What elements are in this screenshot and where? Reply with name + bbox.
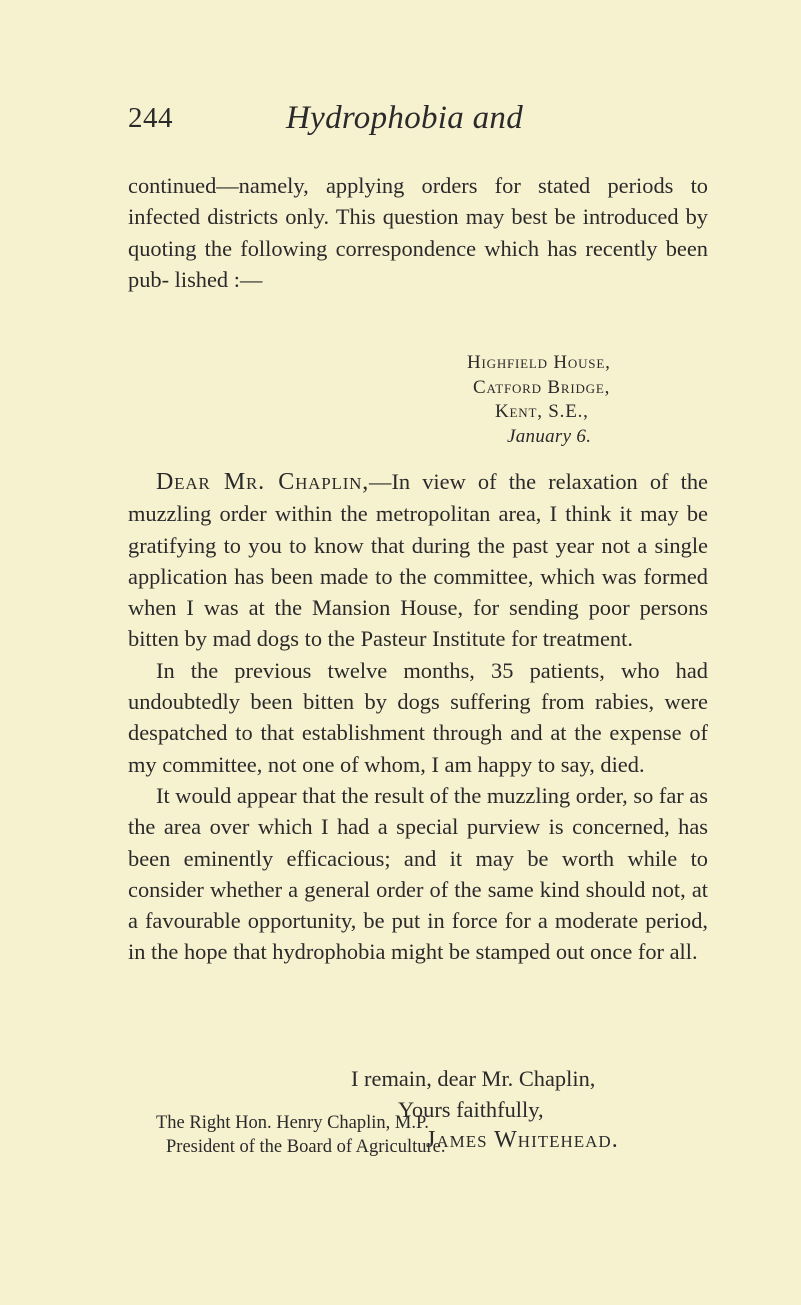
letter-date: January 6. bbox=[507, 425, 592, 447]
salutation: Dear Mr. Chaplin, bbox=[156, 469, 370, 495]
closing-line-1: I remain, dear Mr. Chaplin, bbox=[351, 1066, 596, 1091]
address-line-2: Catford Bridge, bbox=[473, 376, 611, 398]
letter-paragraph-2: In the previous twelve months, 35 patients, who had undoubtedly been bitten by dogs suffering from rabies, were despatched to that establishment through and at the expense of my committee, not one of whom, I am happy to say, died. bbox=[128, 657, 708, 777]
letter-paragraph-3: It would appear that the result of the muzzling order, so far as the area over which I had a special purview is concerned, has been eminently efficacious; and it may be worth while to consider whether a general order of the same kind should not, at a favourable opportunity, be put in force for a moderate period, in the hope that hydrophobia might be stamped out once for all. bbox=[128, 782, 708, 965]
letter-paragraph-1 bbox=[128, 466, 708, 655]
page-number: 244 bbox=[128, 102, 173, 134]
signature: James Whitehead. bbox=[426, 1127, 619, 1153]
recipient-line-1: The Right Hon. Henry Chaplin, M.P. bbox=[156, 1113, 429, 1133]
letter-paragraph-1-text: —In view of the relaxation of the muzzling order within the metropolitan area, I think it may be gratifying to you to know that during the past year not a single application has been made to the committee, which was formed when I was at the Mansion House, for sending poor persons bitten by mad dogs to the Pasteur Institute for treatment. bbox=[128, 469, 708, 652]
address-line-3: Kent, S.E., bbox=[495, 401, 589, 422]
letter-address bbox=[467, 351, 611, 449]
recipient-line-2: President of the Board of Agriculture. bbox=[166, 1137, 446, 1157]
intro-paragraph: continued—namely, applying orders for stated periods to infected districts only. This question may best be introduced by quoting the following correspondence which has recently been pub- lished :— bbox=[128, 173, 708, 292]
address-line-1: Highfield House, bbox=[467, 352, 611, 373]
closing-line-2: Yours faithfully, bbox=[398, 1097, 544, 1122]
running-head bbox=[128, 100, 708, 140]
running-title: Hydrophobia and bbox=[286, 100, 524, 136]
recipient-block bbox=[156, 1111, 446, 1159]
